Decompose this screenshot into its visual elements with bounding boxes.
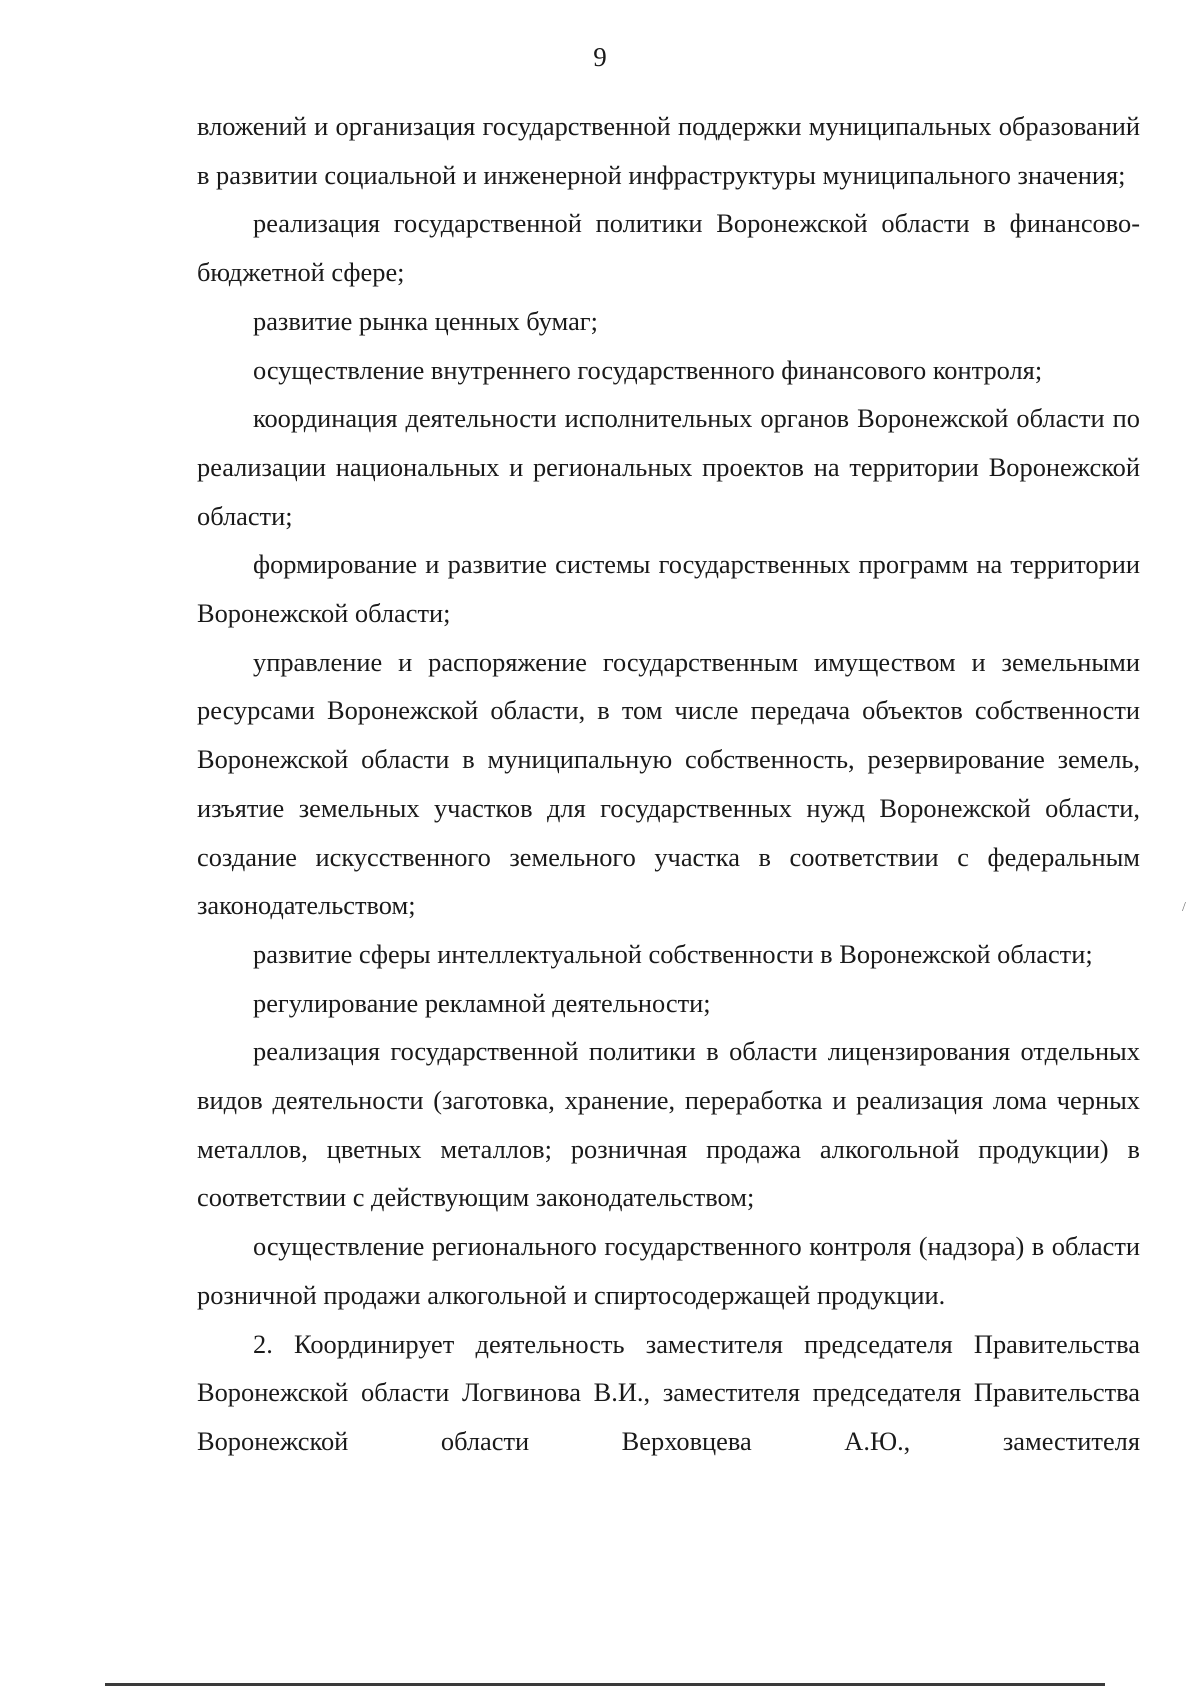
paragraph: 2. Координирует деятельность заместителя председателя Правительства Воронежской области Логвинова В.И., заместителя председателя Правительства Воронежской области Верховцева А.Ю., заместителя bbox=[197, 1328, 1140, 1456]
paragraph: координация деятельности исполнительных органов Воронежской области по реализации национальных и региональных проектов на территории Воронежской области; bbox=[197, 403, 1140, 531]
paragraph: развитие сферы интеллектуальной собственности в Воронежской области; bbox=[253, 938, 1093, 969]
paragraph: управление и распоряжение государственным имуществом и земельными ресурсами Воронежской области, в том числе передача объектов собственности Воронежской области в муниципальную собственность, резервирование земель, изъятие земельных участков для государственных нужд Воронежской области, создание искусственного земельного участка в соответствии с федеральным законодательством; bbox=[197, 646, 1140, 921]
paragraph: формирование и развитие системы государственных программ на территории Воронежской области; bbox=[197, 549, 1140, 629]
paragraph: вложений и организация государственной поддержки муниципальных образований в развитии социальной и инженерной инфраструктуры муниципального значения; bbox=[197, 111, 1140, 190]
paragraph: осуществление регионального государственного контроля (надзора) в области розничной продажи алкогольной и спиртосодержащей продукции. bbox=[197, 1231, 1140, 1310]
page-edge-rule bbox=[105, 1683, 1105, 1686]
page-number: 9 bbox=[593, 42, 607, 72]
paragraph: регулирование рекламной деятельности; bbox=[253, 987, 711, 1018]
paragraph: реализация государственной политики в области лицензирования отдельных видов деятельности (заготовка, хранение, переработка и реализация лома черных металлов, цветных металлов; розничная продажа алкогольной продукции) в соответствии с действующим законодательством; bbox=[197, 1036, 1140, 1213]
paragraph: осуществление внутреннего государственного финансового контроля; bbox=[253, 354, 1043, 385]
document-body bbox=[197, 102, 1140, 1466]
paragraph: развитие рынка ценных бумаг; bbox=[253, 305, 598, 336]
paragraph: реализация государственной политики Воронежской области в финансово-бюджетной сфере; bbox=[197, 208, 1140, 288]
scan-mark: / bbox=[1182, 900, 1186, 915]
